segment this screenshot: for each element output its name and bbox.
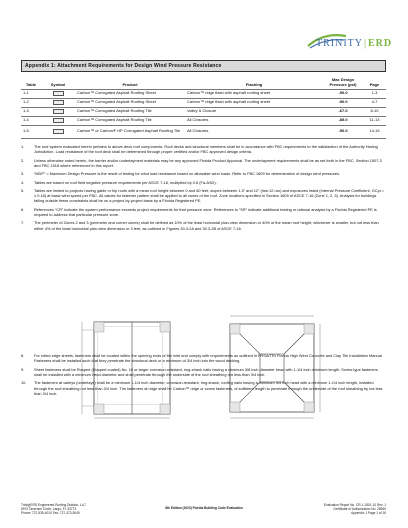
cell-symbol — [41, 98, 75, 107]
note-number: 9. — [21, 366, 25, 372]
note-text: “MDP” = Maximum Design Pressure is the result of testing for wind load resistance based on allowable wind loads. Refer to FBC 1609 for determination of design wind pressures. — [34, 171, 341, 177]
notes-list — [21, 144, 386, 399]
cell-symbol — [41, 125, 75, 138]
note-number: 5. — [21, 187, 25, 193]
gable-roof-zone-diagram — [78, 312, 186, 424]
cell-product: Carbon™ or Carbon® HP Corrugated Asphalt Roofing Tile — [75, 125, 185, 138]
cell-pressure: -85.0 — [323, 116, 363, 125]
logo-word: TRINITY — [316, 38, 363, 49]
note-text: For rolled-edge sheets, fasteners shall be located within the opening ends of the inlet and comply with requirements as outlined in FRSA/TRI Florida High Wind Concrete and Clay Tile Installation Manual. Fasteners shall be installed such that they penetrate the structural deck or a minimum of 3/4 inch into the wood decking. — [34, 353, 383, 364]
logo-separator: | — [364, 38, 368, 49]
header-flashing: Flashing — [245, 81, 263, 87]
note-number: 4. — [21, 179, 25, 185]
cell-pressure: -90.0 — [323, 98, 363, 107]
header-pressure: Max Design Pressure (psf) — [329, 77, 357, 87]
note-item — [21, 207, 386, 217]
cell-pressure: -90.0 — [323, 125, 363, 138]
footer-report-info — [286, 503, 386, 516]
roof-symbol-icon — [53, 118, 64, 123]
cell-page: 4-7 — [363, 98, 386, 107]
cell-product: Carbon™ Corrugated Asphalt Roofing Sheet — [75, 98, 185, 107]
note-number: 7. — [21, 220, 25, 226]
footer-address: 6970 Tavernier Circle, Largo, FL 33773 — [21, 507, 77, 512]
note-item — [21, 171, 386, 176]
footer-page-number: Appendix 1 Page 1 of 16 — [351, 511, 386, 516]
table-row — [21, 98, 386, 107]
note-text: Sheet fasteners shall be Ruspert (Ruspert coated) No. 10 or larger corrosion-resistant, ring-shank nails having a minimum 3/8 inch diameter head with 1-1/4 inch minimum length. Screw-type fasteners shall be installed with a minimum head diameter and shall penetrate through the underside of the roof sheathing not less than 3/4 inch. — [34, 366, 378, 377]
cell-flashing: Carbon™ ridge flash with asphalt roofing sheet — [185, 89, 323, 98]
note-text: Tables are limited to projects having gable or hip roofs with a mean roof height between 0 and 60 feet, slopes between 1.5” and 12” (rise:12 run) and exposures listed (Internal Pressure Coefficient, GCpi = ± 0.18) at basic wind speed per FBC. All values for fastener pattern shall be applied to all zones of the roof. Zone locations specified in Section 1609 of ASCE 7-16 (Zone 1, 2, 3). Analysis for buildings falling outside these constraints shall be on a project-by-project basis by a Florida Registered PE. — [34, 187, 384, 204]
header-table: Table — [25, 81, 37, 87]
note-number: 1. — [21, 144, 25, 149]
cell-table: 1-4 — [21, 116, 41, 125]
header-symbol: Symbol — [50, 81, 66, 87]
note-text: The fasteners at valleys (underlays) shall be a minimum 1-1/4 inch diameter, corrosion-resistant, ring-shank, roofing nails having a minimum 3/4 inch head with a minimum 1-1/4 inch length, installed through the roof sheathing not less than 3/4 inch. The fasteners at ridge shall be Carbon™ ridge or screw fasteners, of sufficient length to penetrate through the underside of the roof sheathing by not less than 3/4 inch. — [34, 380, 383, 396]
note-item — [21, 353, 386, 363]
cell-flashing: Valley & Closure — [185, 107, 323, 116]
table-row — [21, 89, 386, 98]
header-product: Product — [122, 81, 138, 87]
note-item — [21, 158, 386, 168]
note-number: 3. — [21, 171, 25, 177]
note-text: Unless otherwise noted herein, the barrier and/or underlayment materials may be any approved Florida Product Approval. The underlayment requirements shall be as set forth in the FBC, Section 1507.3 and FBC 1518 where referenced in this report. — [34, 157, 382, 168]
note-text: The perimeter of Zones 2 and 3 (perimeter and corner zones) shall be defined as 10% of the least horizontal plan-view dimension or 40% of the mean roof height, whichever is smaller, but not less than either 4% of the least horizontal plan-view dimension or 3 feet, as outlined in Figures 30.3-2A and 30.3-2B of ASCE 7-16. — [34, 220, 379, 231]
note-number: 6. — [21, 206, 25, 212]
cell-symbol — [41, 89, 75, 98]
roof-symbol-icon — [53, 129, 64, 134]
note-item — [21, 380, 386, 396]
note-item — [21, 220, 386, 230]
note-item — [21, 188, 386, 204]
footer-certificate: Certificate of Authorization No. 28560 — [333, 507, 386, 512]
roof-symbol-icon — [53, 100, 64, 105]
cell-pressure: -67.0 — [323, 107, 363, 116]
footer-phone: Phone: 727-535-4010 Fax: 727-373-5049 — [21, 511, 80, 516]
note-item — [21, 180, 386, 185]
logo-suffix: ERD — [368, 38, 393, 49]
cell-product: Carbon™ Corrugated Asphalt Roofing Tile — [75, 107, 185, 116]
cell-table: 1-2 — [21, 98, 41, 107]
note-item — [21, 144, 386, 154]
table-row — [21, 125, 386, 138]
requirements-table — [21, 76, 386, 139]
footer-company-name: Trinity|ERD Engineered Roofing Division, LLC — [21, 503, 86, 507]
cell-symbol — [41, 107, 75, 116]
cell-page: 8-10 — [363, 107, 386, 116]
note-number: 8. — [21, 353, 25, 359]
note-number: 10. — [21, 380, 27, 386]
table-row — [21, 107, 386, 116]
note-text: The roof system evaluated herein pertains to above-deck roof components. Roof decks and structural members shall be in accordance with FBC requirements to the satisfaction of the Authority Having Jurisdiction. Load resistance of the roof deck shall be determined through proper certified and/or FBC approved design criteria. — [34, 144, 378, 155]
note-item — [21, 367, 386, 377]
note-text: References “CR” indicate the system performance exceeds project requirements for that pressure zone. References to “SR” indicate additional testing or rational analysis by a Florida Registered PE is required to address that particular pressure zone. — [34, 206, 377, 217]
cell-table: 1-1 — [21, 89, 41, 98]
note-number: 2. — [21, 157, 25, 163]
cell-product: Carbon™ Corrugated Asphalt Roofing Tile — [75, 116, 185, 125]
cell-pressure: -90.0 — [323, 89, 363, 98]
appendix-title: Appendix 1: Attachment Requirements for Design Wind Pressure Resistance — [21, 60, 386, 72]
logo-wordmark — [316, 38, 392, 49]
cell-page: 11-13 — [363, 116, 386, 125]
roof-symbol-icon — [53, 91, 64, 96]
cell-flashing: All Closures — [185, 125, 323, 138]
cell-flashing: Carbon™ ridge flash with asphalt roofing sheet — [185, 98, 323, 107]
table-header-row — [21, 76, 386, 89]
cell-product: Carbon™ Corrugated Asphalt Roofing Sheet — [75, 89, 185, 98]
cell-page: 1-3 — [363, 89, 386, 98]
cell-symbol — [41, 116, 75, 125]
cell-table: 1-5 — [21, 125, 41, 138]
table-row — [21, 116, 386, 125]
roof-symbol-icon — [53, 109, 64, 114]
cell-page: 14-16 — [363, 125, 386, 138]
header-page: Page — [369, 81, 380, 87]
cell-flashing: All Closures — [185, 116, 323, 125]
note-text: Tables are based on roof field negative pressure requirements per ASCE 7-16, multiplied by 0.6 (Fa-ASD). — [34, 179, 217, 185]
footer-code-edition: 8th Edition (2023) Florida Building Code Evaluation — [165, 506, 243, 510]
cell-table: 1-3 — [21, 107, 41, 116]
footer-company-info — [21, 503, 141, 516]
note-spacer-diagrams — [21, 234, 386, 350]
footer-report-number: Evaluation Report No. CR-1-1801-10 Rev. 1 — [323, 503, 386, 507]
hip-roof-zone-diagram — [216, 312, 328, 424]
